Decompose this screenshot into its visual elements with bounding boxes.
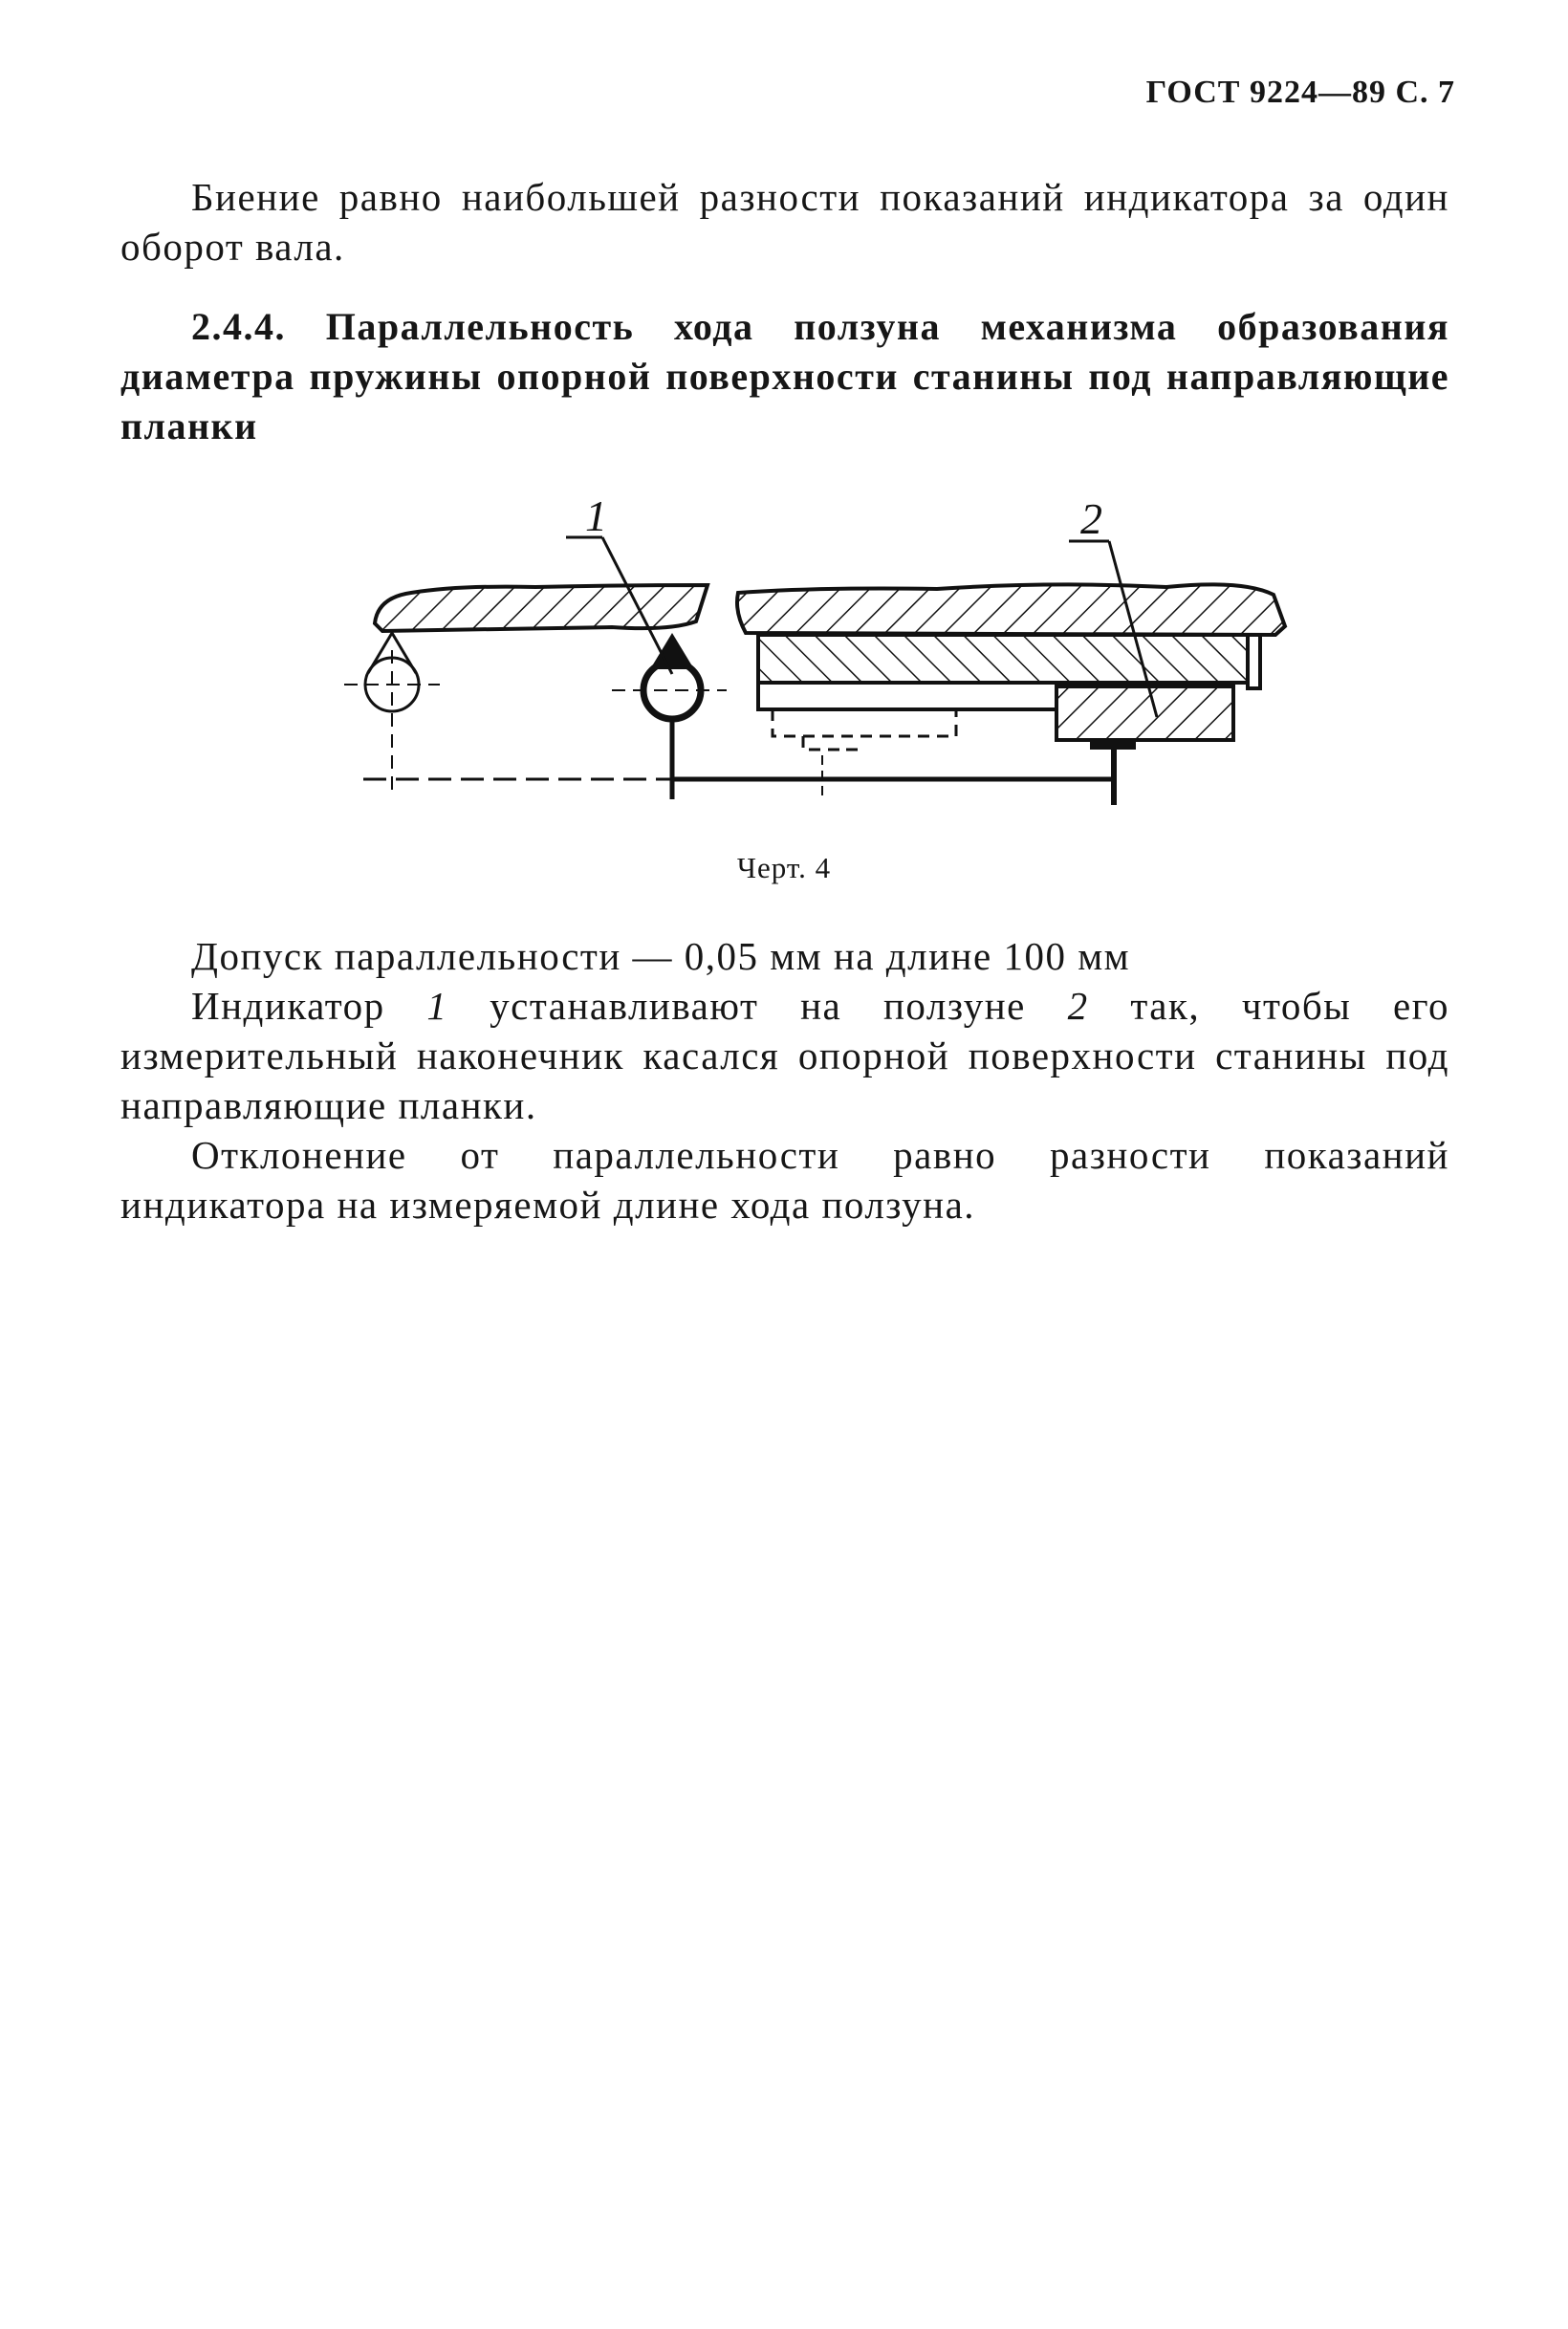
carriage-dashed bbox=[773, 709, 956, 750]
section-title: Параллельность хода ползуна механизма образования диаметра пружины опорной поверхности станины под направляющие планки bbox=[120, 305, 1450, 447]
frame-left-section bbox=[375, 585, 708, 631]
figure-label-2: 2 bbox=[1080, 494, 1102, 543]
indicator-tip bbox=[650, 633, 694, 669]
guide-bar bbox=[758, 635, 1248, 683]
technical-drawing bbox=[0, 478, 1568, 860]
deviation-paragraph: Отклонение от параллельности равно разности показаний индикатора на измеряемой длине хода ползуна. bbox=[120, 1133, 1449, 1227]
instruction-text-2: устанавливают на ползуне bbox=[447, 984, 1068, 1028]
instruction-ref-1: 1 bbox=[426, 984, 448, 1028]
page-header: ГОСТ 9224—89 С. 7 bbox=[1145, 75, 1455, 110]
slider-block bbox=[1056, 686, 1233, 740]
tolerance-paragraph: Допуск параллельности — 0,05 мм на длине 100 мм bbox=[191, 934, 1131, 978]
instruction-ref-2: 2 bbox=[1067, 984, 1089, 1028]
slider-foot bbox=[1090, 740, 1136, 750]
section-number: 2.4.4. bbox=[191, 305, 286, 348]
figure-label-1: 1 bbox=[585, 491, 607, 540]
frame-right-section bbox=[737, 584, 1285, 635]
figure-caption: Черт. 4 bbox=[736, 851, 832, 884]
section-heading bbox=[120, 302, 1449, 451]
instruction-text-3: так, чтобы его измерительный наконечник касался опорной поверхности станины под направляющие планки. bbox=[120, 984, 1449, 1127]
indicator-circle bbox=[643, 662, 701, 719]
intro-paragraph: Биение равно наибольшей разности показаний индикатора за один оборот вала. bbox=[120, 175, 1449, 269]
figure-drawing bbox=[0, 478, 1568, 860]
instruction-paragraph bbox=[120, 981, 1449, 1130]
instruction-text-1: Индикатор bbox=[191, 984, 427, 1028]
